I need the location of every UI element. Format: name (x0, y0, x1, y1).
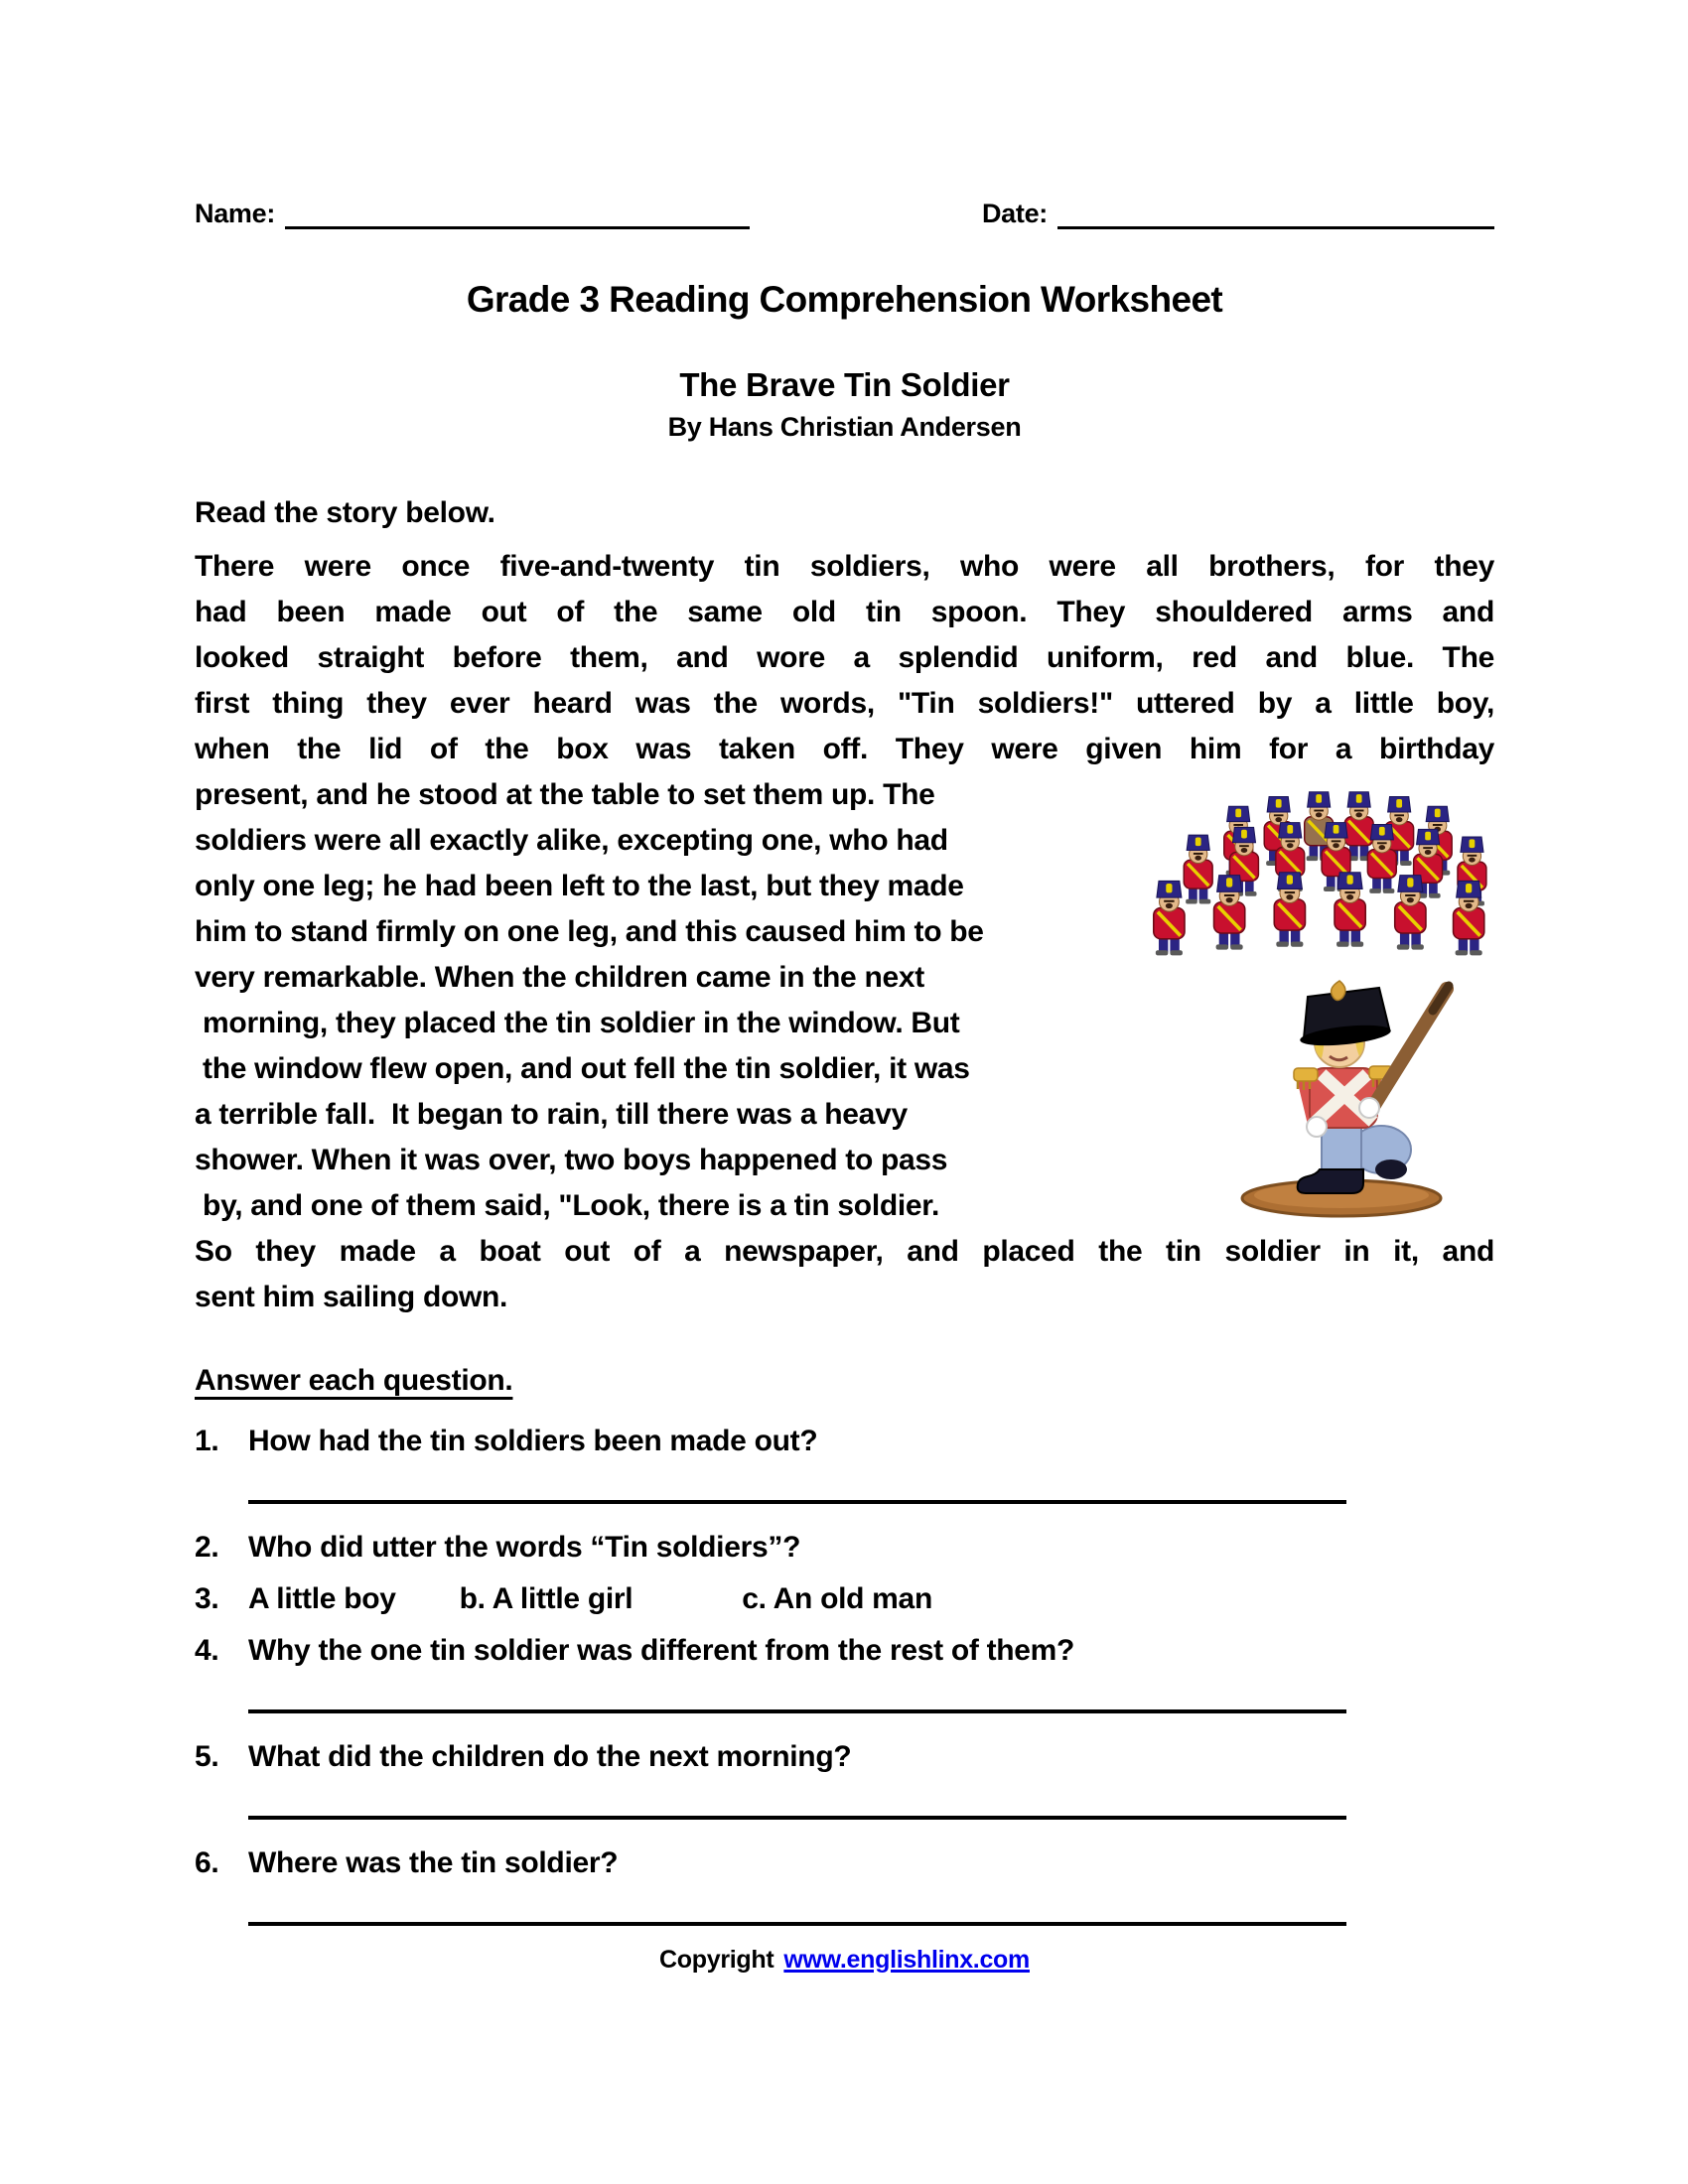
questions-heading: Answer each question. (195, 1364, 513, 1397)
story-line: a terrible fall. It began to rain, till there was a heavy (195, 1098, 908, 1131)
name-field (195, 199, 750, 229)
story-wrap-text (195, 772, 1136, 1229)
story-line: soldiers were all exactly alike, excepting one, who had (195, 824, 948, 857)
question-row (195, 1840, 1494, 1886)
name-underline (285, 226, 750, 229)
tin-soldiers-group-image (1136, 784, 1511, 971)
question-number: 4. (195, 1634, 219, 1667)
question-number: 2. (195, 1531, 219, 1564)
byline: By Hans Christian Andersen (667, 412, 1022, 442)
story-line: had been made out of the same old tin spoon. They shouldered arms and (195, 596, 1494, 628)
question-text: Where was the tin soldier? (248, 1846, 619, 1879)
copyright-link[interactable]: www.englishlinx.com (783, 1946, 1030, 1974)
story-line: him to stand firmly on one leg, and this caused him to be (195, 915, 984, 948)
question-text: Why the one tin soldier was different from the rest of them? (248, 1634, 1075, 1667)
answer-line (248, 1922, 1346, 1926)
question-option: c. An old man (742, 1582, 932, 1615)
questions-list (195, 1418, 1494, 1926)
question-row (195, 1627, 1494, 1674)
question-row (195, 1733, 1494, 1780)
question-text: Who did utter the words “Tin soldiers”? (248, 1531, 801, 1564)
story-line: morning, they placed the tin soldier in the window. But (195, 1007, 960, 1039)
header-row (195, 199, 1494, 229)
answer-line (248, 1709, 1346, 1713)
question-number: 6. (195, 1846, 219, 1879)
story-line: very remarkable. When the children came in the next (195, 961, 924, 994)
story-images (1136, 772, 1511, 1229)
date-field (982, 199, 1494, 229)
story-mid (195, 772, 1494, 1229)
question-text: What did the children do the next morning? (248, 1740, 852, 1773)
story-line: when the lid of the box was taken off. They were given him for a birthday (195, 733, 1494, 765)
story-line: first thing they ever heard was the words, "Tin soldiers!" uttered by a little boy, (195, 687, 1494, 720)
story-paragraph (195, 544, 1494, 1320)
date-label: Date: (981, 199, 1048, 228)
footer (195, 1946, 1494, 1975)
story-line: present, and he stood at the table to set them up. The (195, 778, 935, 811)
question-row (195, 1418, 1494, 1464)
question-option: b. A little girl (459, 1582, 633, 1615)
instruction: Read the story below. (195, 496, 495, 529)
question-number: 5. (195, 1740, 219, 1773)
story-outro (195, 1229, 1494, 1320)
story-line: the window flew open, and out fell the tin soldier, it was (195, 1052, 970, 1085)
question-number: 1. (195, 1425, 219, 1457)
question-row (195, 1524, 1494, 1570)
story-intro (195, 544, 1494, 772)
name-label: Name: (195, 199, 276, 228)
story-line: There were once five-and-twenty tin soldiers, who were all brothers, for they (195, 550, 1494, 583)
story-line: only one leg; he had been left to the last, but they made (195, 870, 964, 902)
story-title: The Brave Tin Soldier (679, 366, 1010, 403)
question-number: 3. (195, 1582, 219, 1615)
question-text (248, 1575, 1494, 1622)
question-option: A little boy (248, 1582, 396, 1615)
copyright-label: Copyright (659, 1946, 774, 1974)
page-title: Grade 3 Reading Comprehension Worksheet (466, 279, 1223, 320)
story-line: looked straight before them, and wore a splendid uniform, red and blue. The (195, 641, 1494, 674)
answer-line (248, 1500, 1346, 1504)
date-underline (1057, 226, 1494, 229)
story-line: by, and one of them said, "Look, there is a tin soldier. (195, 1189, 940, 1222)
question-text: How had the tin soldiers been made out? (248, 1425, 818, 1457)
answer-line (248, 1816, 1346, 1820)
story-line: sent him sailing down. (195, 1281, 508, 1313)
question-row (195, 1575, 1494, 1622)
story-line: shower. When it was over, two boys happened to pass (195, 1144, 948, 1176)
story-line: So they made a boat out of a newspaper, and placed the tin soldier in it, and (195, 1235, 1494, 1268)
tin-soldier-image (1222, 979, 1471, 1222)
